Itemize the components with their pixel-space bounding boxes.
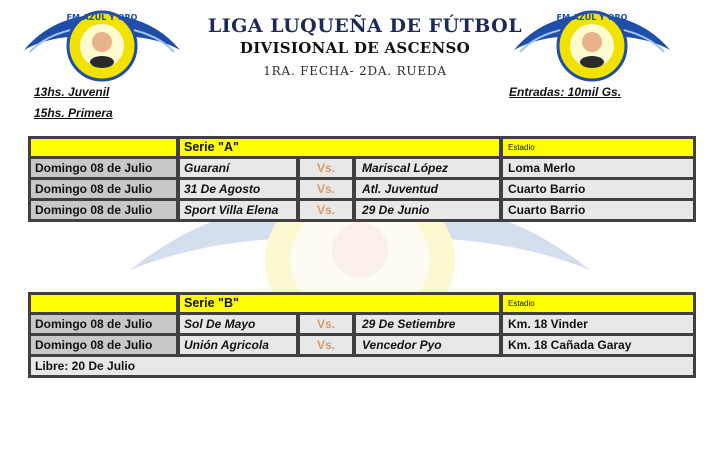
home-team: Unión Agricola [180, 336, 296, 354]
versus-label: Vs. [300, 180, 352, 198]
away-team: Mariscal López [356, 159, 499, 177]
match-date: Domingo 08 de Julio [31, 180, 176, 198]
series-a-label: Serie "A" [180, 139, 499, 156]
series-b-table [28, 292, 696, 378]
series-a-table [28, 136, 696, 222]
radio-logo-left [22, 6, 182, 82]
stadium-header: Estadio [503, 139, 693, 156]
league-title: LIGA LUQUEÑA DE FÚTBOL [207, 15, 523, 37]
home-team: 31 De Agosto [180, 180, 296, 198]
venue: Cuarto Barrio [503, 180, 693, 198]
home-team: Sol De Mayo [180, 315, 296, 333]
match-date: Domingo 08 de Julio [31, 159, 176, 177]
venue: Km. 18 Vinder [503, 315, 693, 333]
away-team: Atl. Juventud [356, 180, 499, 198]
stadium-header: Estadio [503, 295, 693, 312]
venue: Cuarto Barrio [503, 201, 693, 219]
venue: Km. 18 Cañada Garay [503, 336, 693, 354]
away-team: 29 De Setiembre [356, 315, 499, 333]
venue: Loma Merlo [503, 159, 693, 177]
versus-label: Vs. [300, 159, 352, 177]
home-team: Guaraní [180, 159, 296, 177]
away-team: 29 De Junio [356, 201, 499, 219]
versus-label: Vs. [300, 336, 352, 354]
match-date: Domingo 08 de Julio [31, 315, 176, 333]
away-team: Vencedor Pyo [356, 336, 499, 354]
match-date: Domingo 08 de Julio [31, 336, 176, 354]
header-blank-cell [31, 295, 176, 312]
logo-text: FM AZUL Y ORO [556, 13, 628, 22]
match-date: Domingo 08 de Julio [31, 201, 176, 219]
series-b-label: Serie "B" [180, 295, 499, 312]
radio-logo-right [512, 6, 672, 82]
versus-label: Vs. [300, 315, 352, 333]
primera-time: 15hs. Primera [34, 106, 113, 120]
division-subtitle: DIVISIONAL DE ASCENSO [239, 39, 471, 57]
versus-label: Vs. [300, 201, 352, 219]
juvenil-time: 13hs. Juvenil [34, 85, 110, 99]
round-label: 1RA. FECHA- 2DA. RUEDA [263, 64, 447, 78]
header-blank-cell [31, 139, 176, 156]
logo-text: FM AZUL Y ORO [66, 13, 138, 22]
bye-note: Libre: 20 De Julio [31, 357, 693, 375]
home-team: Sport Villa Elena [180, 201, 296, 219]
ticket-price: Entradas: 10mil Gs. [509, 85, 622, 99]
